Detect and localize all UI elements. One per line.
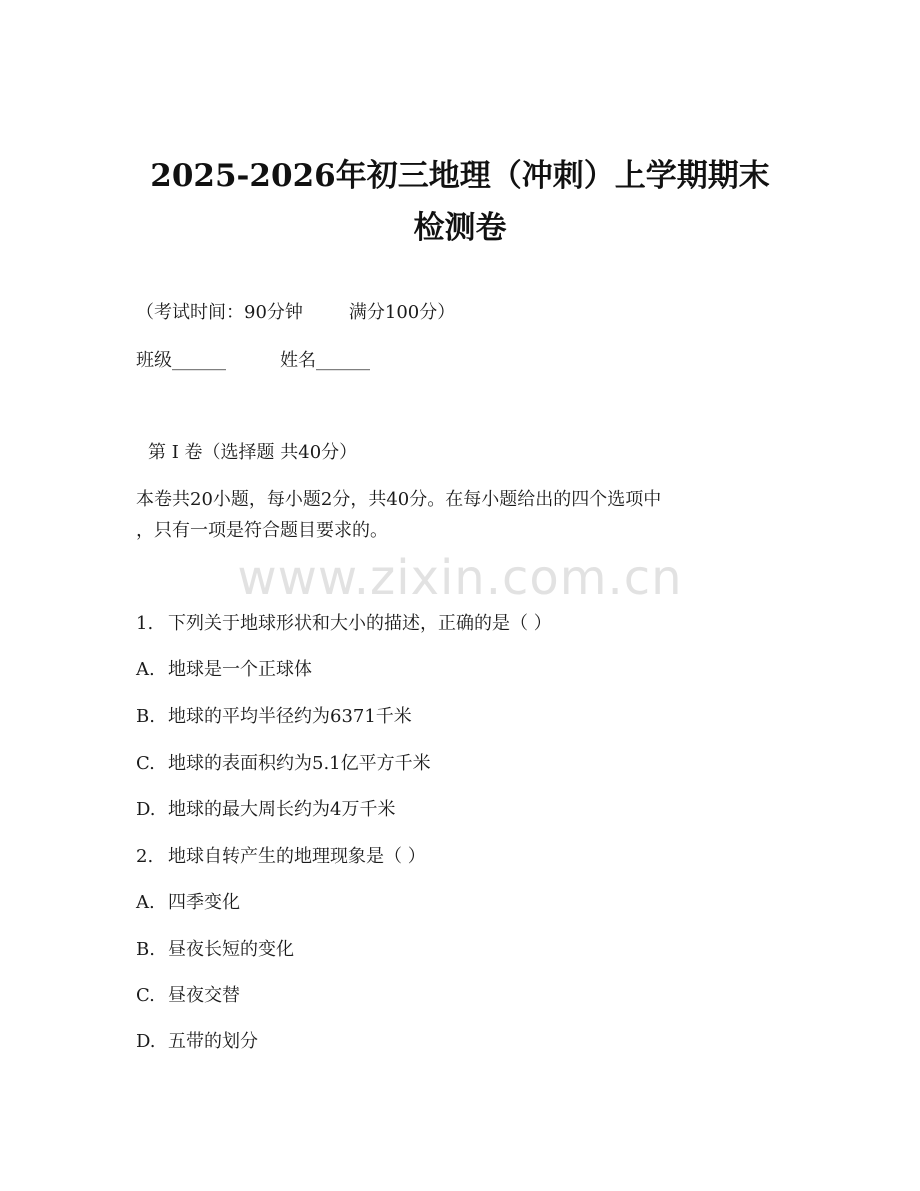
name-field: 姓名______ [280,350,370,371]
option-text: 地球的表面积约为5.1亿平方千米 [168,753,431,774]
option-text: 五带的划分 [168,1031,258,1052]
option-text: 地球的平均半径约为6371千米 [168,706,412,727]
question-1-option-a [136,657,312,683]
option-letter: A. [136,892,155,913]
option-text: 四季变化 [168,892,240,913]
question-2-option-d [136,1029,258,1055]
class-field: 班级______ [136,350,226,371]
question-2-option-a [136,890,240,916]
instructions-continued: ，只有一项是符合题目要求的。 [136,520,388,541]
option-letter: D. [136,799,156,820]
question-number: 2. [136,846,154,867]
question-text: 地球自转产生的地理现象是（ ） [168,846,426,867]
option-letter: C. [136,985,155,1006]
question-1-option-d [136,797,395,823]
document-title-continued: 检测卷 [413,210,507,246]
option-text: 昼夜长短的变化 [168,939,294,960]
question-1 [136,611,552,637]
section-title: 第 I 卷（选择题 共40分） [148,442,358,463]
document-title: 2025-2026年初三地理（冲刺）上学期期末 [150,158,770,194]
question-2 [136,844,426,870]
question-2-option-c [136,983,240,1009]
option-letter: B. [136,706,155,727]
option-letter: D. [136,1031,156,1052]
question-1-option-c [136,751,431,777]
exam-info [136,300,455,326]
option-text: 昼夜交替 [168,985,240,1006]
option-letter: C. [136,753,155,774]
question-number: 1. [136,613,154,634]
full-score: 满分100分） [348,302,456,323]
option-text: 地球是一个正球体 [168,659,312,680]
question-2-option-b [136,937,294,963]
question-1-option-b [136,704,412,730]
student-info [136,348,370,374]
question-text: 下列关于地球形状和大小的描述，正确的是（ ） [168,613,552,634]
option-text: 地球的最大周长约为4万千米 [168,799,396,820]
option-letter: B. [136,939,155,960]
exam-time: （考试时间：90分钟 [136,302,303,323]
instructions: 本卷共20小题，每小题2分，共40分。在每小题给出的四个选项中 [136,489,662,510]
option-letter: A. [136,659,155,680]
watermark: www.zixin.com.cn [237,550,683,606]
